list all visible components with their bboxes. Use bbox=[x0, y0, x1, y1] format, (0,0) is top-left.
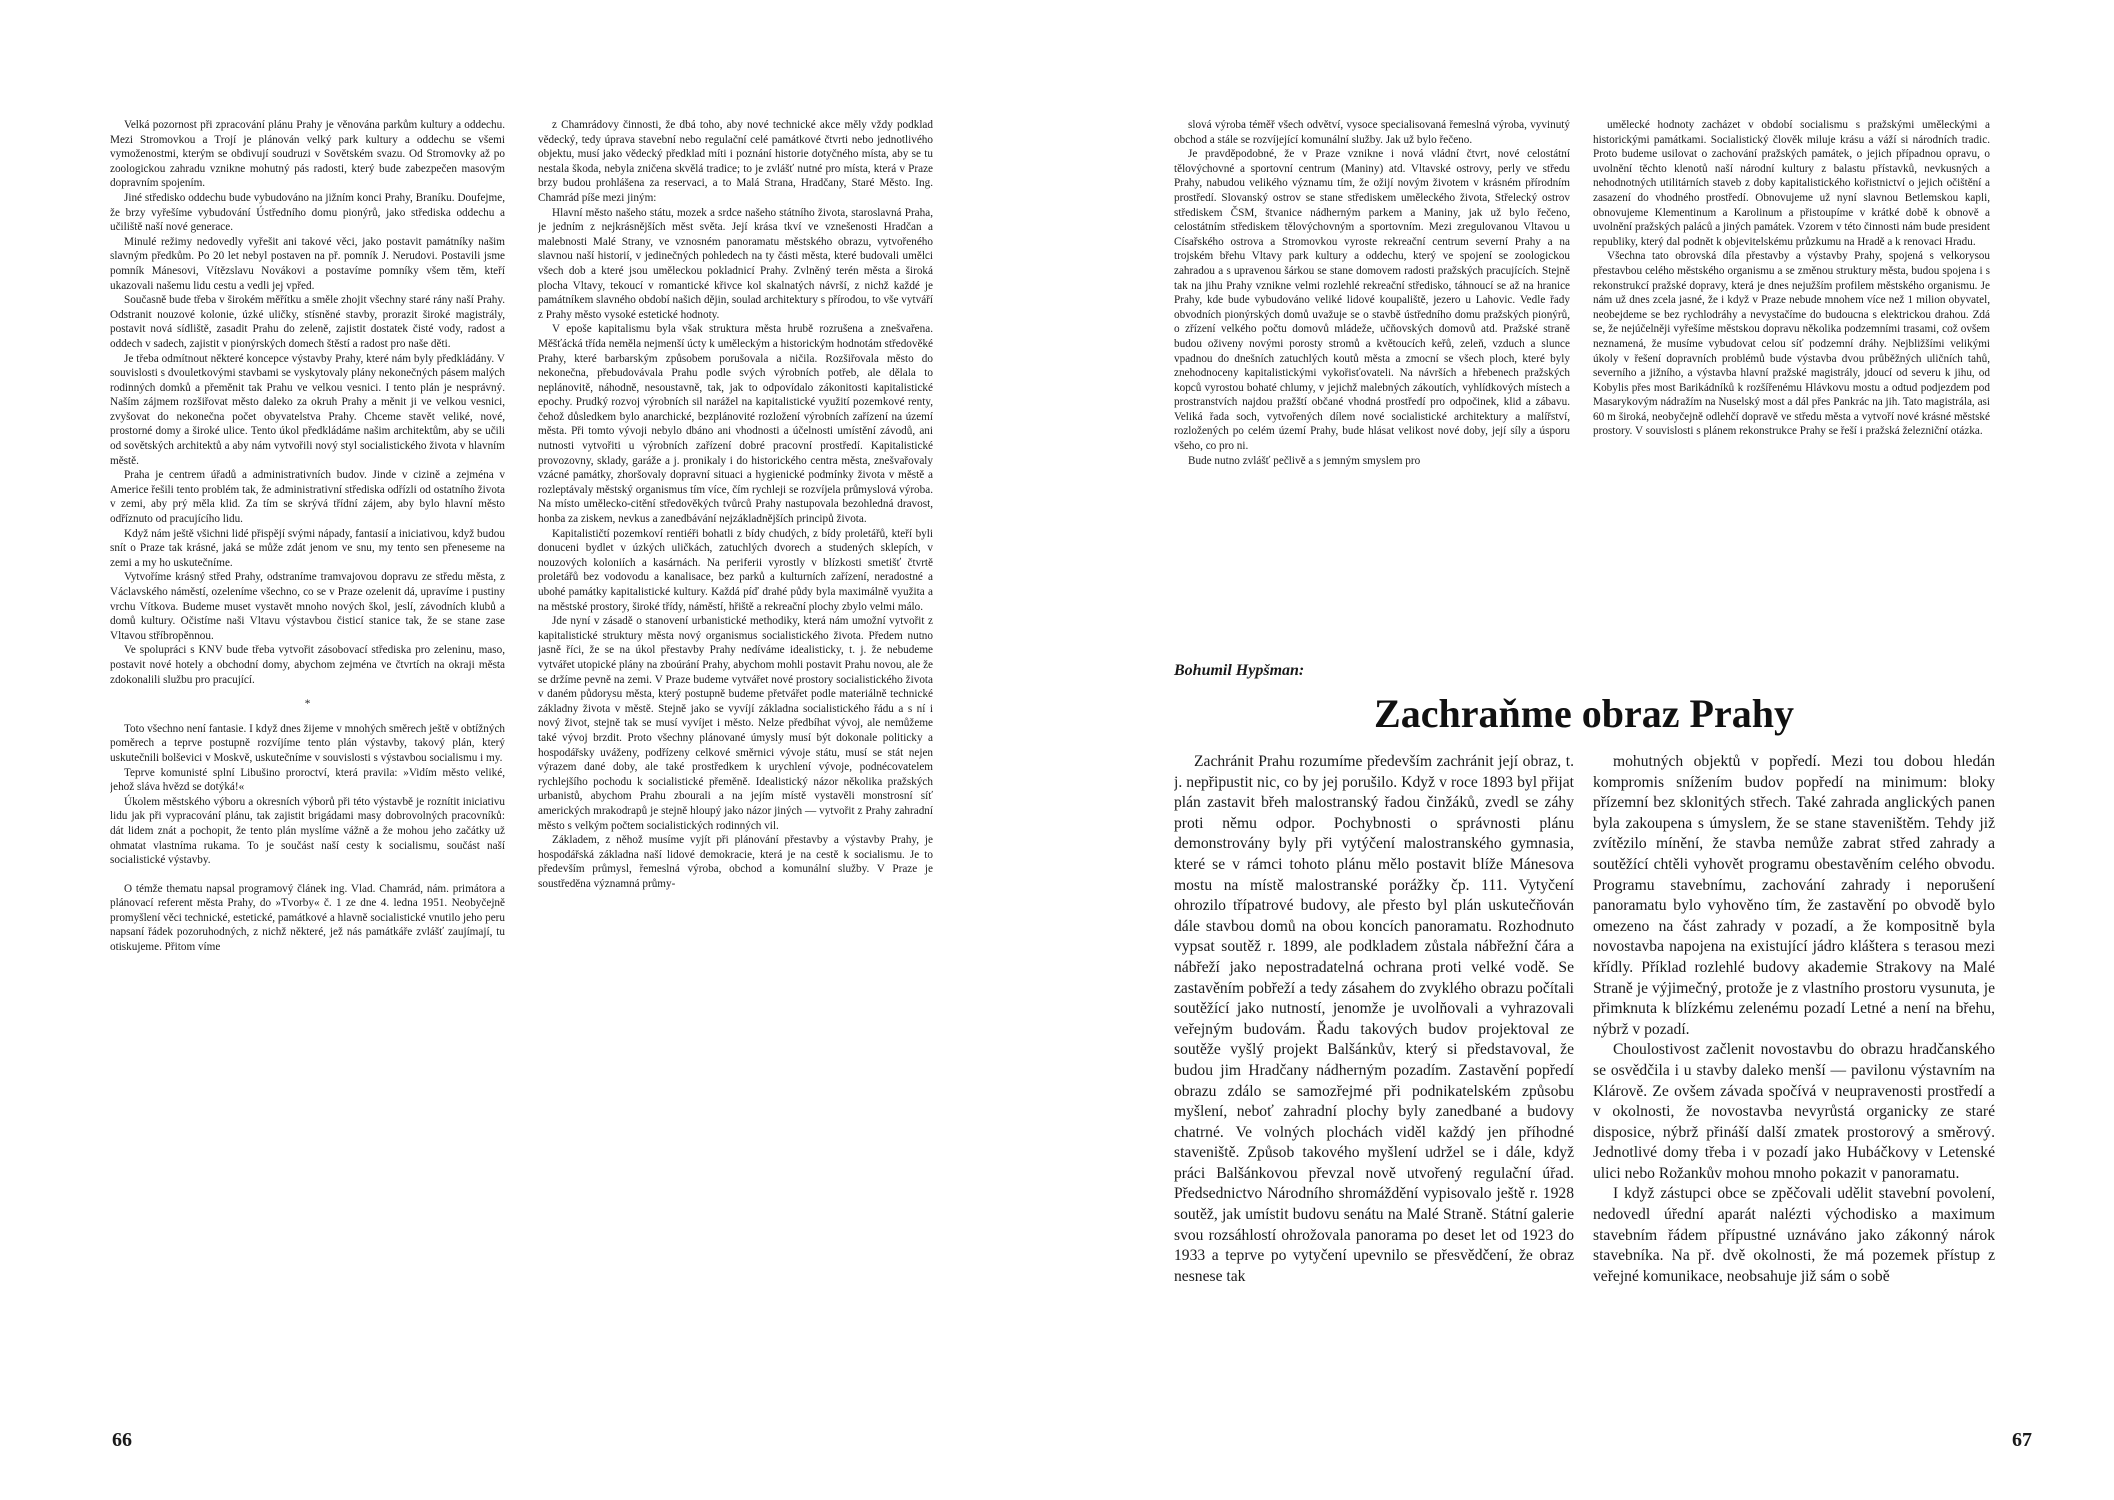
paragraph: Minulé režimy nedovedly vyřešit ani takové věci, jako postavit památníky našim slavným předkům. Po 20 let nebyl postaven na př. pomník J. Nerudovi. Postavili jsme pomník Mánesovi, Vítězslavu Novákovi a postavíme pomníky všem těm, kteří ukazovali našemu lidu cestu a vedli jej vpřed. bbox=[110, 235, 505, 292]
right-column-1 bbox=[1174, 118, 1570, 638]
paragraph: Choulostivost začlenit novostavbu do obrazu hradčanského se osvědčila i u stavby daleko menší — pavilonu výstavním na Klárově. Ze ovšem závada spočívá v neupravenosti prostředí a v okolnosti, že novostavba nevyrůstá organicky ze staré disposice, nýbrž přináší další zmatek prostorový a směrový. Jednotlivé domy třeba i v pozadí jako Hubáčkovy v Letenské ulici nebo Rožankův mohou mnoho pokazit v panoramatu. bbox=[1593, 1041, 1995, 1182]
right-page bbox=[1057, 0, 2114, 1500]
paragraph: Současně bude třeba v širokém měřítku a směle zhojit všechny staré rány naší Prahy. Odstranit nouzové kolonie, úzké uličky, stísněné stavby, prorazit široké magistrály, postavit nová sídliště, zasadit Prahu do zeleně, zajistit dostatek čisté vody, radost a oddech v sadech, zajistit v pionýrských domech štěstí a radost pro naše děti. bbox=[110, 294, 505, 350]
paragraph: Kapitalističtí pozemkoví rentiéři bohatli z bídy chudých, z bídy proletářů, kteří byli donuceni bydlet v úzkých uličkách, zatuchlých dvorech a studených sklepích, v nouzových koloniích a kasárnách. Na periferii vyrostly v blízkosti smetišť čtvrtě proletářů bez vodovodu a kanalisace, bez parků a kulturních zařízení, neradostné a ubohé památky kapitalistické kultury. Každá píď drahé půdy byla maximálně využita a na městské prostory, široké třídy, náměstí, hřiště a rekreační plochy zbylo velmi málo. bbox=[538, 527, 933, 613]
page-number: 67 bbox=[2012, 1429, 2032, 1451]
paragraph: Bude nutno zvlášť pečlivě a s jemným smyslem pro bbox=[1188, 454, 1421, 467]
paragraph: umělecké hodnoty zacházet v období socialismu s pražskými uměleckými a historickými památkami. Socialistický člověk miluje krásu a váží si národních tradic. Proto budeme usilovat o zachování pražských památek, o jejich případnou opravu, o uvolnění těchto klenotů naší národní kultury z balastu přístavků, nevkusných a nehodnotných utilitárních staveb z doby kapitalistického kořistnictví o jejich očištění a zasazení do vhodného prostředí. Obnovujeme už nyní slavnou Betlemskou kapli, obnovujeme Klementinum a Karolinum a přistoupíme v krátké době k obnově a uvolnění pražských paláců a jiných památek. Vzorem v této činnosti nám bude president republiky, který dal podnět k objevitelskému průzkumu na Hradě a k renovaci Hradu. bbox=[1593, 119, 1990, 248]
paragraph: Zachránit Prahu rozumíme především zachránit její obraz, t. j. nepřipustit nic, co by jej porušilo. Když v roce 1893 byl přijat plán zastavit břeh malostranský řadou činžáků, zvedl se záhy proti němu odpor. Pochybnosti o správnosti plánu demonstrovány byly při vytýčení malostranského gymnasia, které se v rámci tohoto plánu mělo postavit blíže Mánesova mostu na místě malostranské porážky čp. 111. Vytyčení ohrozilo třípatrové budovy, ale přesto byl plán uskutečňován dále stavbou domů na obou koncích panoramatu. Rozhodnuto vypsat soutěž r. 1899, ale podkladem zůstala nábřežní čára a nábřeží jako nepostradatelná ochrana proti velké vodě. Se zastavěním pobřeží a tedy zásahem do zvyklého obrazu počítali soutěžící jako nutností, jenomže je uvolňovali a vyhrazovali veřejným budovám. Řadu takových budov projektoval ze soutěže vyšlý projekt Balšánkův, který si představoval, že budou jim Hradčany nádherným pozadím. Zastavění popředí obrazu zdálo se samozřejmé při podnikatelském způsobu myšlení, neboť zahradní plochy byly zanedbané a budovy chatrné. Ve volných plochách viděl každý jen příhodné staveniště. Způsob takového myšlení udržel se i dále, když práci Balšánkovou převzal nově utvořený regulační úřad. Předsednictvo Národního shromáždění vypisovalo ještě r. 1928 soutěž, jak umístit budovu senátu na Malé Straně. Státní galerie svou rozsáhlostí ohrožovala panorama po deset let od 1923 do 1933 a teprve po vytyčení upevnilo se přesvědčení, že obraz nesnese tak bbox=[1174, 753, 1574, 1285]
paragraph: Velká pozornost při zpracování plánu Prahy je věnována parkům kultury a oddechu. Mezi Stromovkou a Trojí je plánován velký park kultury a oddechu se všemi vymoženostmi, kterým se obdivují soudruzi v Sovětském svazu. Od Stromovky až po zoologickou zahradu vznikne mohutný pás radosti, který bude zabezpečen masovým dopravním spojením. bbox=[110, 119, 505, 190]
paragraph: V epoše kapitalismu byla však struktura města hrubě rozrušena a znešvařena. Měšťácká třída neměla nejmenší úcty k uměleckým a historickým hodnotám středověké Prahy, které barbarským způsobem porušovala a ničila. Rozšiřovala město do nekonečna, přebudovávala Prahu podle svých výrobních potřeb, ale dělala to neplánovitě, náhodně, nesoustavně, tak, jak to odpovídalo zákonitosti kapitalistické epochy. Prudký rozvoj výrobních sil narážel na kapitalistické využití pozemkové renty, čehož důsledkem bylo anarchické, bezplánovité rozložení výrobních zařízení na území města. Při tomto vývoji nebylo dbáno ani vhodnosti a účelnosti umístění závodů, ani nutnosti vytvořiti u výrobních zařízení dobré pracovní prostředí. Kapitalistické provozovny, sklady, garáže a j. pronikaly i do historického centra města, znešvařovaly vzácné památky, zhoršovaly dopravní situaci a hygienické podmínky života v městě a rozleptávaly městský organismus tím více, čím rychleji se rozvíjela průmyslová výroba. Na místo umělecko-citění středověkých tvůrců Prahy nastupovala bezohledná dravost, honba za ziskem, nevkus a zanedbávání nejzákladnějších principů života. bbox=[538, 323, 933, 526]
paragraph: Jde nyní v zásadě o stanovení urbanistické methodiky, která nám umožní vytvořit z kapitalistické struktury města nový organismus socialistického života. Předem nutno jasně říci, že se na úkol přestavby Prahy nedíváme idealisticky, t. j. že nebudeme vytvářet utopické plány na zboúrání Prahy, abychom mohli postavit Prahu novou, ale že se držíme pevně na zemi. V Praze budeme vytvářet nové prostory socialistického života v daném půdorysu města, který postupně budeme přetvářet podle materiálně technické základny života v městě. Stejně jako se vyvíjí základna socialistického řádu a s ní i nový život, stejně tak se musí vyvíjet i město. Nelze předbíhat vývoj, ale nemůžeme také vývoj brzdit. Proto všechny plánované úmysly musí být dokonale politicky a hospodářsky uváženy, podřízeny celkové směrnici vývoje státu, musí se stát nejen výrazem dané doby, ale také prostředkem k urychlení vývoje, podnécovatelem rychlejšího pochodu k socialistické přeměně. Idealistický názor několika pražských urbanistů, abychom Prahu zbourali a na jejím místě vystavěli monstrosní síť amerických mrakodrapů je stejně hloupý jako názor jiných — vytvořit z Prahy zahradní město s velkým počtem socialistických rodinných vil. bbox=[538, 615, 933, 832]
paragraph: Praha je centrem úřadů a administrativních budov. Jinde v cizině a zejména v Americe řešili tento problém tak, že administrativní střediska odřízli od ostatního života v zemi, aby prý měla klid. Za tím se skrývá třídní zájem, aby bylo hlavní město odříznuto od pracujícího lidu. bbox=[110, 469, 505, 526]
article-title: Zachraňme obraz Prahy bbox=[1374, 691, 1794, 736]
left-column-1 bbox=[110, 118, 505, 1416]
paragraph: I když zástupci obce se zpěčovali udělit stavební povolení, nedovedl úřední aparát nalézti východisko a maximum stavebním řádem přípustné uznáváno jako zákonný nárok stavebníka. Na př. dvě okolnosti, že má pozemek přístup z veřejné komunikace, neobsahuje již sám o sobě bbox=[1593, 1185, 1995, 1285]
section-separator: * bbox=[304, 698, 311, 711]
paragraph: Všechna tato obrovská díla přestavby a výstavby Prahy, spojená s velkorysou přestavbou celého městského organismu a se změnou struktury města, budou spojena i s rekonstrukcí pražské dopravy, která je dnes nejužším profilem městského organismu. Je nám už dnes zcela jasné, že i když v Praze nebude mnohem více než 1 milion obyvatel, neobejdeme se bez rychlodráhy a nevystačíme do budoucna s elektrickou drahou. Zdá se, že nejúčelněji vyřešíme městskou dopravu několika podzemními trasami, což ovšem neznamená, že musíme vybudovat celou síť podzemní dráhy. Nejbližšími velikými úkoly v řešení dopravních problémů bude výstavba dvou průběžných uličních tahů, severního a jižního, a výstavba hlavní pražské magistrály, jdoucí od severu k jihu, od Kobylis přes most Barikádníků k rozšířenému Hlávkovu mostu a odtud podjezdem pod Masarykovým nádražím na Nuselský most a dál přes Pankrác na jih. Tato magistrála, asi 60 m široká, neobyčejně odlehčí dopravě ve středu města a vytvoří nové krásné městské prostory. V souvislosti s plánem rekonstrukce Prahy se řeší i pražská železniční otázka. bbox=[1593, 250, 1990, 438]
article-column-2 bbox=[1593, 752, 1995, 1416]
paragraph: Je třeba odmítnout některé koncepce výstavby Prahy, které nám byly předkládány. V souvislosti s dvouletkovými stavbami se vyskytovaly plány nekonečných pásem malých rodinných domků a přeměnit tak Prahu ve velkou vesnici. I tento plán je nesprávný. Naším zájmem rozšiřovat město daleko za okruh Prahy a měnit ji ve velkou vesnici, zvyšovat do nekonečna počet obyvatelstva Prahy. Chceme stavět veliké, nové, prostorné domy a široké ulice. Tento úkol předkládáme našim architektům, aby se učili od sovětských architektů a aby nám vytvořili nový styl socialistického života v hlavním městě. bbox=[110, 352, 505, 467]
paragraph: Úkolem městského výboru a okresních výborů při této výstavbě je roznítit iniciativu lidu jak při vypracování plánu, tak zajistit brigádami masy dobrovolných pracovníků: dát lidem znát a pochopit, že tento plán myslíme vážně a že mohou jeho začátky už ohmatat vlastníma rukama. To je součást naší cesty k socialismu, součást naší socialistické výstavby. bbox=[110, 795, 505, 867]
paragraph: Když nám ještě všichni lidé přispějí svými nápady, fantasií a iniciativou, když budou snít o Praze tak krásné, jaká se může zdát jenom ve snu, my tento sen přeneseme na zemi a my ho uskutečníme. bbox=[110, 527, 505, 569]
page-number: 66 bbox=[112, 1429, 132, 1451]
paragraph: O témže thematu napsal programový článek ing. Vlad. Chamrád, nám. primátora a plánovací referent města Prahy, do »Tvorby« č. 1 ze dne 4. ledna 1951. Neobyčejně promyšlení věci technické, estetické, památkové a hlavně socialistické vnutilo jeho peru napsaní řádek pozoruhodných, z nichž některé, jež nás památkáře zvlášť zaujímají, tu otiskujeme. Přitom víme bbox=[110, 882, 505, 954]
right-column-2 bbox=[1593, 118, 1990, 650]
paragraph: Je pravděpodobné, že v Praze vznikne i nová vládní čtvrt, nové celostátní tělovýchovné a sportovní centrum (Maniny) atd. Vltavské ostrovy, perly ve středu Prahy, nabudou velikého významu tím, že ožijí novým životem v krásném přírodním prostředí. Slovanský ostrov se stane střediskem uměleckého života, Střelecký ostrov střediskem ČSM, štvanice nádherným parkem a Maniny, jak už bylo řečeno, celostátním střediskem tělovýchovným a sportovním. Mezi zregulovanou Vltavou u Císařského ostrova a Stromovkou vyroste rekreační centrum severní Prahy a na trojském břehu Vltavy park kultury a oddechu, který ve spojení se zoologickou zahradou a s upravenou šárkou se stane domovem radosti pražských pracujících. Stejně tak na jihu Prahy vznikne velmi rozlehlé rekreační středisko, táhnoucí se až na hranice Prahy, kde bude vybudováno veliké lidové koupaliště, jezero u Lahovic. Vedle řady obvodních pionýrských domů uvažuje se o stavbě ústředního domu pražských pionýrů, o zřízení velkého počtu domovů mládeže, učňovských domovů atd. Pražské straně budou oživeny novými porosty stromů a květoucích keřů, zeleň, vzduch a slunce vpadnou do dnešních zatuchlých koutů města a zmocní se všech ploch, které byly znehodnoceny kapitalistickými vykořisťovateli. Na návrších a hřebenech pražských kopců vyrostou bohaté chlumy, v jejichž malebných zákoutích, vyhlídkových místech a prostranstvích najdou pražští občané vhodná prostředí pro odpočinek, klid a zábavu. Veliká řada soch, vytvořených dílem nové socialistické architektury a malířství, rozložených po celém území Prahy, bude hlásat velikost nové doby, její síly a úsporu všeho, co pro ni. bbox=[1174, 148, 1570, 453]
paragraph: Hlavní město našeho státu, mozek a srdce našeho státního života, staroslavná Praha, je jedním z nejkrásnějších měst světa. Její krása tkví ve vznešenosti Hradčan a malebnosti Malé Strany, ve vznosném panoramatu městského obrazu, vytvořeného slavnou naší historií, v jedinečných pohledech na ty části města, které budovali umělci všech dob a které jsou uměleckou pokladnicí Prahy. Zvlněný terén města a široká plocha Vltavy, tekoucí v romantické křivce kol skalnatých návrší, z nichž každé je památníkem slavného období našich dějin, soulad architektury s přírodou, to vše vytváří z Prahy město vysoké estetické hodnoty. bbox=[538, 206, 933, 321]
paragraph: Vytvoříme krásný střed Prahy, odstraníme tramvajovou dopravu ze středu města, z Václavského náměstí, ozeleníme všechno, co se v Praze ozelenit dá, upravíme i pustiny vrchu Vítkova. Budeme muset vystavět mnoho nových škol, jeslí, závodních klubů a domů kultury. Očistíme naši Vltavu výstavbou čisticí stanice tak, že se stane zase Vltavou stříbropěnnou. bbox=[110, 571, 505, 642]
article-author: Bohumil Hypšman: bbox=[1174, 662, 1305, 679]
paragraph: Toto všechno není fantasie. I když dnes žijeme v mnohých směrech ještě v obtížných poměrech a teprve postupně rozvíjíme tento plán výstavby, takový plán, který uskutečnili bolševici v Moskvě, uskutečníme v souvislosti s výstavbou socialismu i my. bbox=[110, 722, 505, 764]
paragraph: Ve spolupráci s KNV bude třeba vytvořit zásobovací střediska pro zeleninu, maso, postavit nové hotely a obchodní domy, abychom zejména ve čtvrtích na okraji města zdokonalili službu pro pracující. bbox=[110, 644, 505, 686]
paragraph: mohutných objektů v popředí. Mezi tou dobou hledán kompromis snížením budov popředí na minimum: bloky přízemní bez sklonitých střech. Také zahrada anglických panen byla zakoupena s úmyslem, že se stane staveništěm. Tehdy již zvítězilo mínění, že stavba nemůže zabrat střed zahrady a soutěžící chtěli vyhovět programu obestavěním celého obvodu. Programu stavebnímu, zachování zahrady i neporušení panoramatu bylo vyhověno tím, že zastavění po obvodě bylo omezeno na část zahrady v pozadí, a že kompositně byla novostavba napojena na existující jádro kláštera s terasou mezi křídly. Příklad rozlehlé budovy akademie Strakovy na Malé Straně je výjimečný, protože je z vlastního prostoru vysunuta, je přimknuta k blízkému zelenému pozadí Letné a není na břehu, nýbrž v pozadí. bbox=[1593, 753, 1995, 1038]
paragraph: Teprve komunisté splní Libušino proroctví, která pravila: »Vidím město veliké, jehož sláva hvězd se dotýká!« bbox=[110, 766, 505, 794]
paragraph: z Chamrádovy činnosti, že dbá toho, aby nové technické akce měly vždy podklad vědecký, tedy úprava stavební nebo regulační celé památkové čtvrti nebo jednotlivého objektu, musí jako vědecký předklad míti i poznání historie dotyčného místa, aby se tu nestala škoda, nebyla zničena skvělá tradice; to je zvlášť nutné pro místa, která v Praze brzy budou prohlášena za reservaci, a to Malá Strana, Hradčany, Staré Město. Ing. Chamrád píše mezi jiným: bbox=[538, 119, 933, 204]
paragraph: Základem, z něhož musíme vyjít při plánování přestavby a výstavby Prahy, je hospodářská základna naší lidové demokracie, která je na cestě k socialismu. Je to především průmysl, řemeslná výroba, obchod a komunální služby. V Praze je soustředěna významná průmy- bbox=[538, 834, 933, 890]
left-column-2 bbox=[538, 118, 933, 1416]
paragraph: slová výroba téměř všech odvětví, vysoce specialisovaná řemeslná výroba, vyvinutý obchod a stále se rozvíjející komunální služby. Jak už bylo řečeno. bbox=[1174, 119, 1570, 146]
paragraph: Jiné středisko oddechu bude vybudováno na jižním konci Prahy, Braníku. Doufejme, že brzy vyřešíme vybudování Ústředního domu pionýrů, jako střediska oddechu a učiliště naší nové generace. bbox=[110, 191, 505, 234]
article-column-1 bbox=[1174, 752, 1574, 1416]
